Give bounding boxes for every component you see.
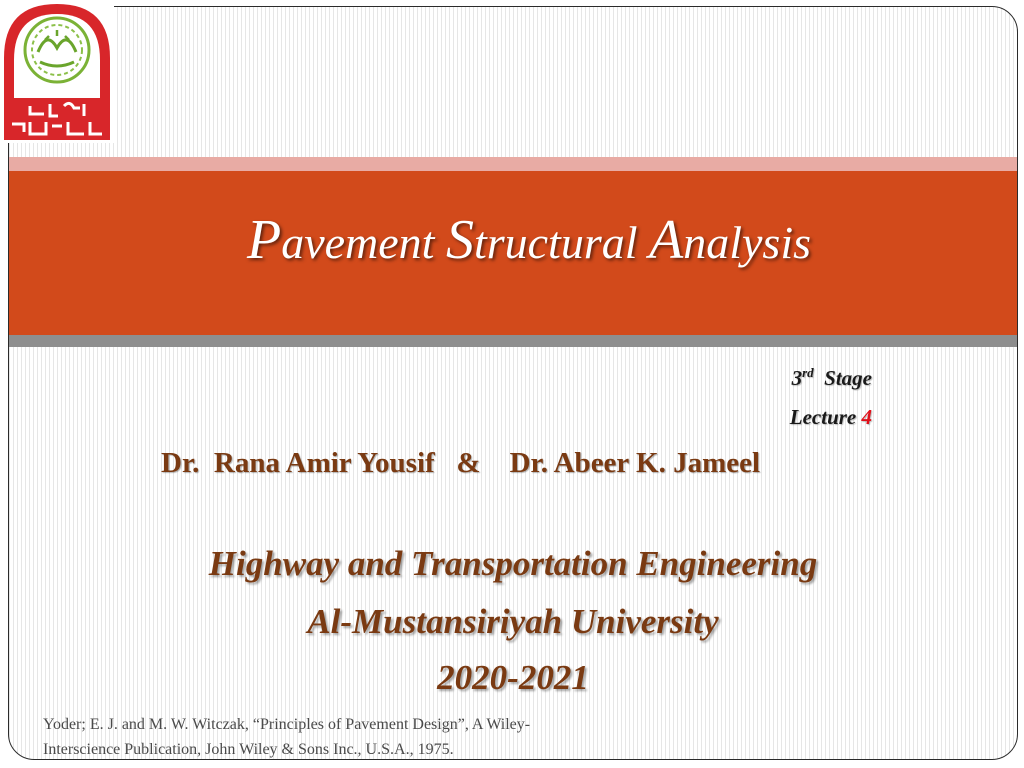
title-word-rest: tructural	[473, 217, 650, 268]
authors: Dr. Rana Amir Yousif & Dr. Abeer K. Jameel	[161, 447, 761, 479]
slide-title	[9, 208, 1018, 272]
title-word-rest: nalysis	[683, 217, 812, 268]
title-word-rest: avement	[281, 217, 446, 268]
lecture-label: Lecture 4	[789, 405, 872, 429]
title-initial-s: S	[445, 209, 474, 271]
stage-label: 3rd Stage	[791, 365, 872, 390]
logo-emblem-icon	[0, 0, 114, 143]
slide	[8, 6, 1018, 760]
accent-strip	[9, 157, 1017, 171]
university: Al-Mustansiriyah University	[307, 602, 719, 641]
college-logo	[0, 0, 114, 143]
academic-year: 2020-2021	[437, 658, 589, 697]
divider-strip	[9, 335, 1017, 347]
reference-citation: Yoder; E. J. and M. W. Witczak, “Principles of Pavement Design”, A Wiley- Interscience Publication, John Wiley & Sons Inc., U.S.A., 1975.	[43, 716, 531, 758]
lecture-number: 4	[861, 405, 872, 429]
title-initial-p: P	[246, 209, 282, 271]
title-initial-a: A	[649, 209, 684, 271]
department: Highway and Transportation Engineering	[208, 544, 818, 583]
